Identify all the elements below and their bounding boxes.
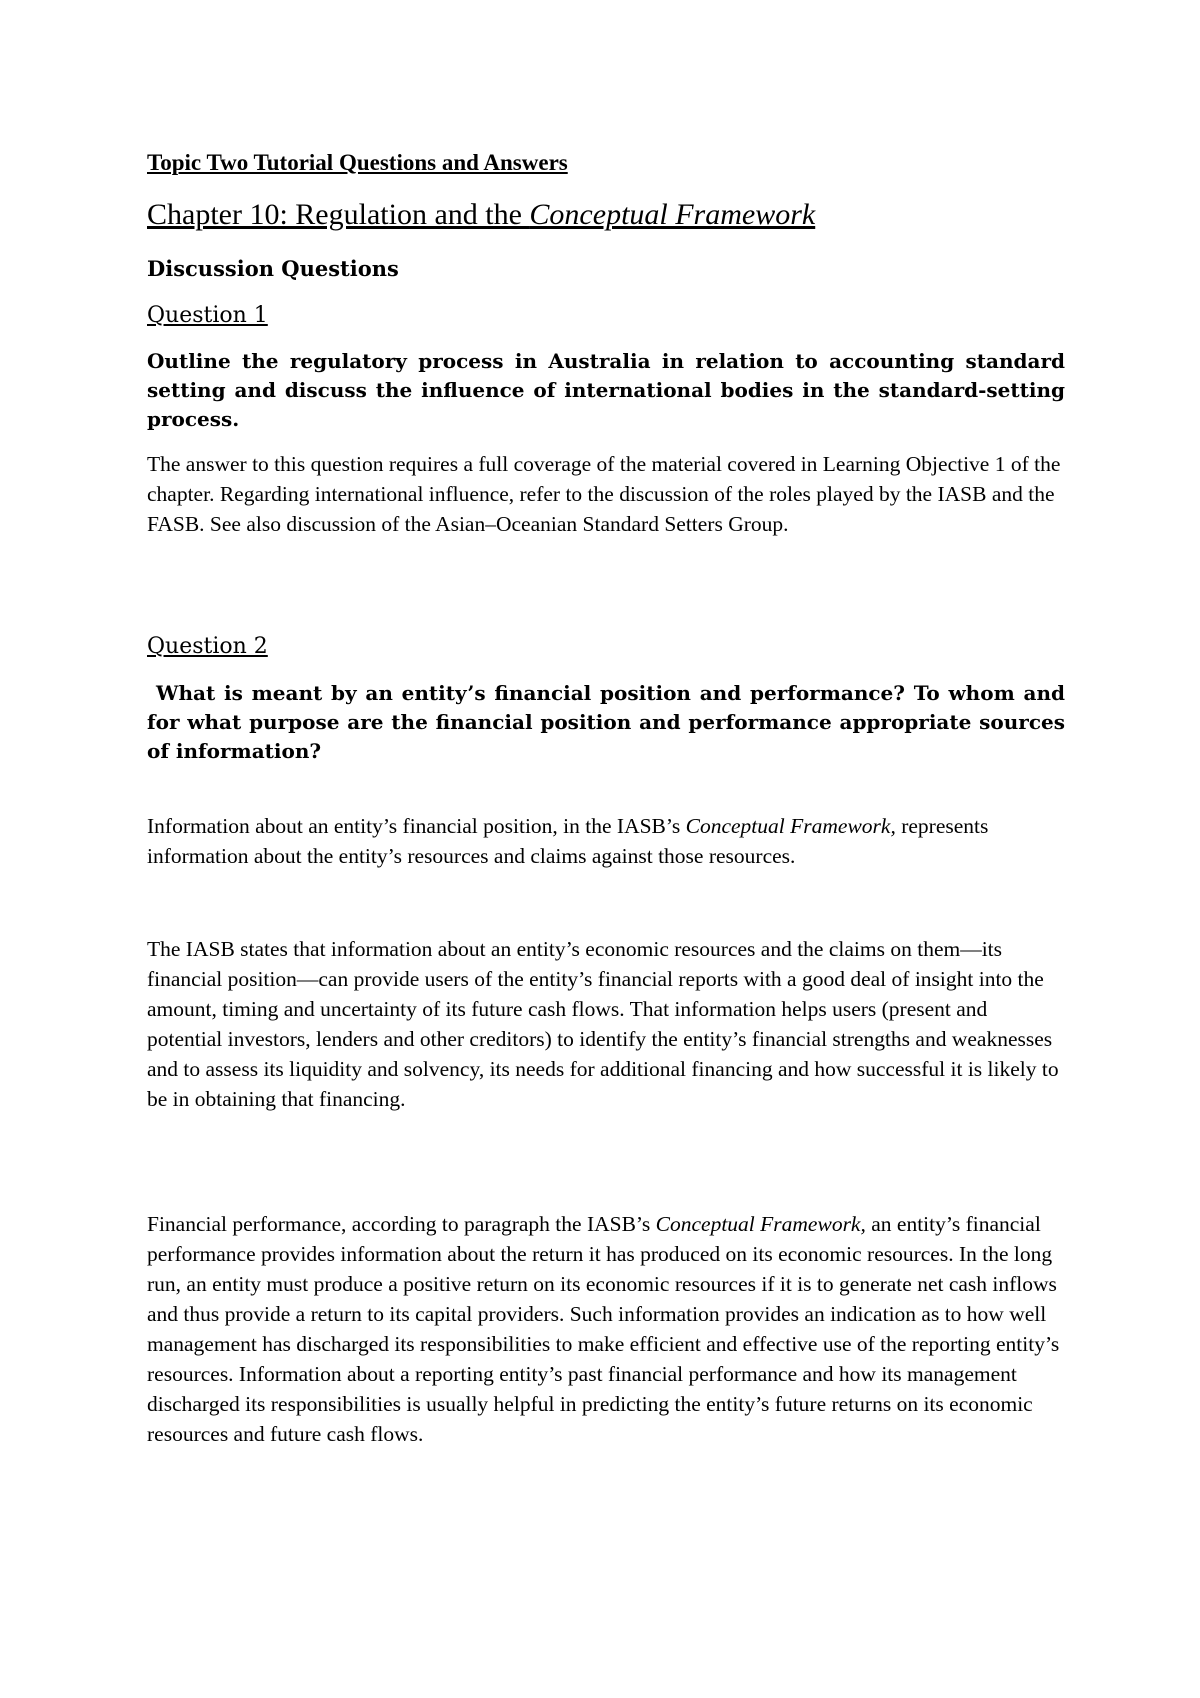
question-1-answer: The answer to this question requires a full coverage of the material covered in Learning Objective 1 of the chapter. Regarding international influence, refer to the discussion of the roles played by the IASB and the FASB. See also discussion of the Asian–Oceanian Standard Setters Group. — [147, 452, 1061, 536]
question-1-label: Question 1 — [147, 303, 268, 328]
question-2-answer-2: The IASB states that information about an entity’s economic resources and the claims on them—its financial position—can provide users of the entity’s financial reports with a good deal of insight into the amount, timing and uncertainty of its future cash flows. That information helps users (present and potential investors, lenders and other creditors) to identify the entity’s financial strengths and weaknesses and to assess its liquidity and solvency, its needs for additional financing and how successful it is likely to be in obtaining that financing. — [147, 937, 1059, 1111]
question-2-answer-3 — [147, 1209, 1065, 1449]
answer-3-text-after: an entity’s financial performance provides information about the return it has produced on its economic resources. In the long run, an entity must produce a positive return on its economic resources if it is to generate net cash inflows and thus provide a return to its capital providers. Such information provides an indication as to how well management has discharged its responsibilities to make efficient and effective use of the reporting entity’s resources. Information about a reporting entity’s past financial performance and how its management discharged its responsibilities is usually helpful in predicting the entity’s future returns on its economic resources and future cash flows. — [147, 1212, 1060, 1446]
answer-3-text-italic: Conceptual Framework, — [655, 1212, 866, 1236]
question-2-answer-1 — [147, 811, 1065, 871]
chapter-title-prefix: Chapter 10: Regulation and the — [147, 198, 530, 231]
answer-1-text-after: represents information about the entity’s resources and claims against those resources. — [147, 814, 989, 868]
answer-1-text-before: Information about an entity’s financial position, in the IASB’s — [147, 814, 686, 838]
chapter-title-italic: Conceptual Framework — [529, 198, 816, 231]
topic-title: Topic Two Tutorial Questions and Answers — [147, 150, 568, 175]
chapter-title — [147, 198, 815, 232]
question-1-text: Outline the regulatory process in Australia in relation to accounting standard setting and discuss the influence of international bodies in the standard-setting process. — [147, 349, 1065, 431]
section-label: Discussion Questions — [147, 256, 399, 281]
question-2-label: Question 2 — [147, 634, 268, 659]
answer-1-text-italic: Conceptual Framework, — [685, 814, 896, 838]
answer-3-text-before: Financial performance, according to paragraph the IASB’s — [147, 1212, 656, 1236]
question-2-text: What is meant by an entity’s financial position and performance? To whom and for what purpose are the financial position and performance appropriate sources of information? — [147, 681, 1065, 763]
